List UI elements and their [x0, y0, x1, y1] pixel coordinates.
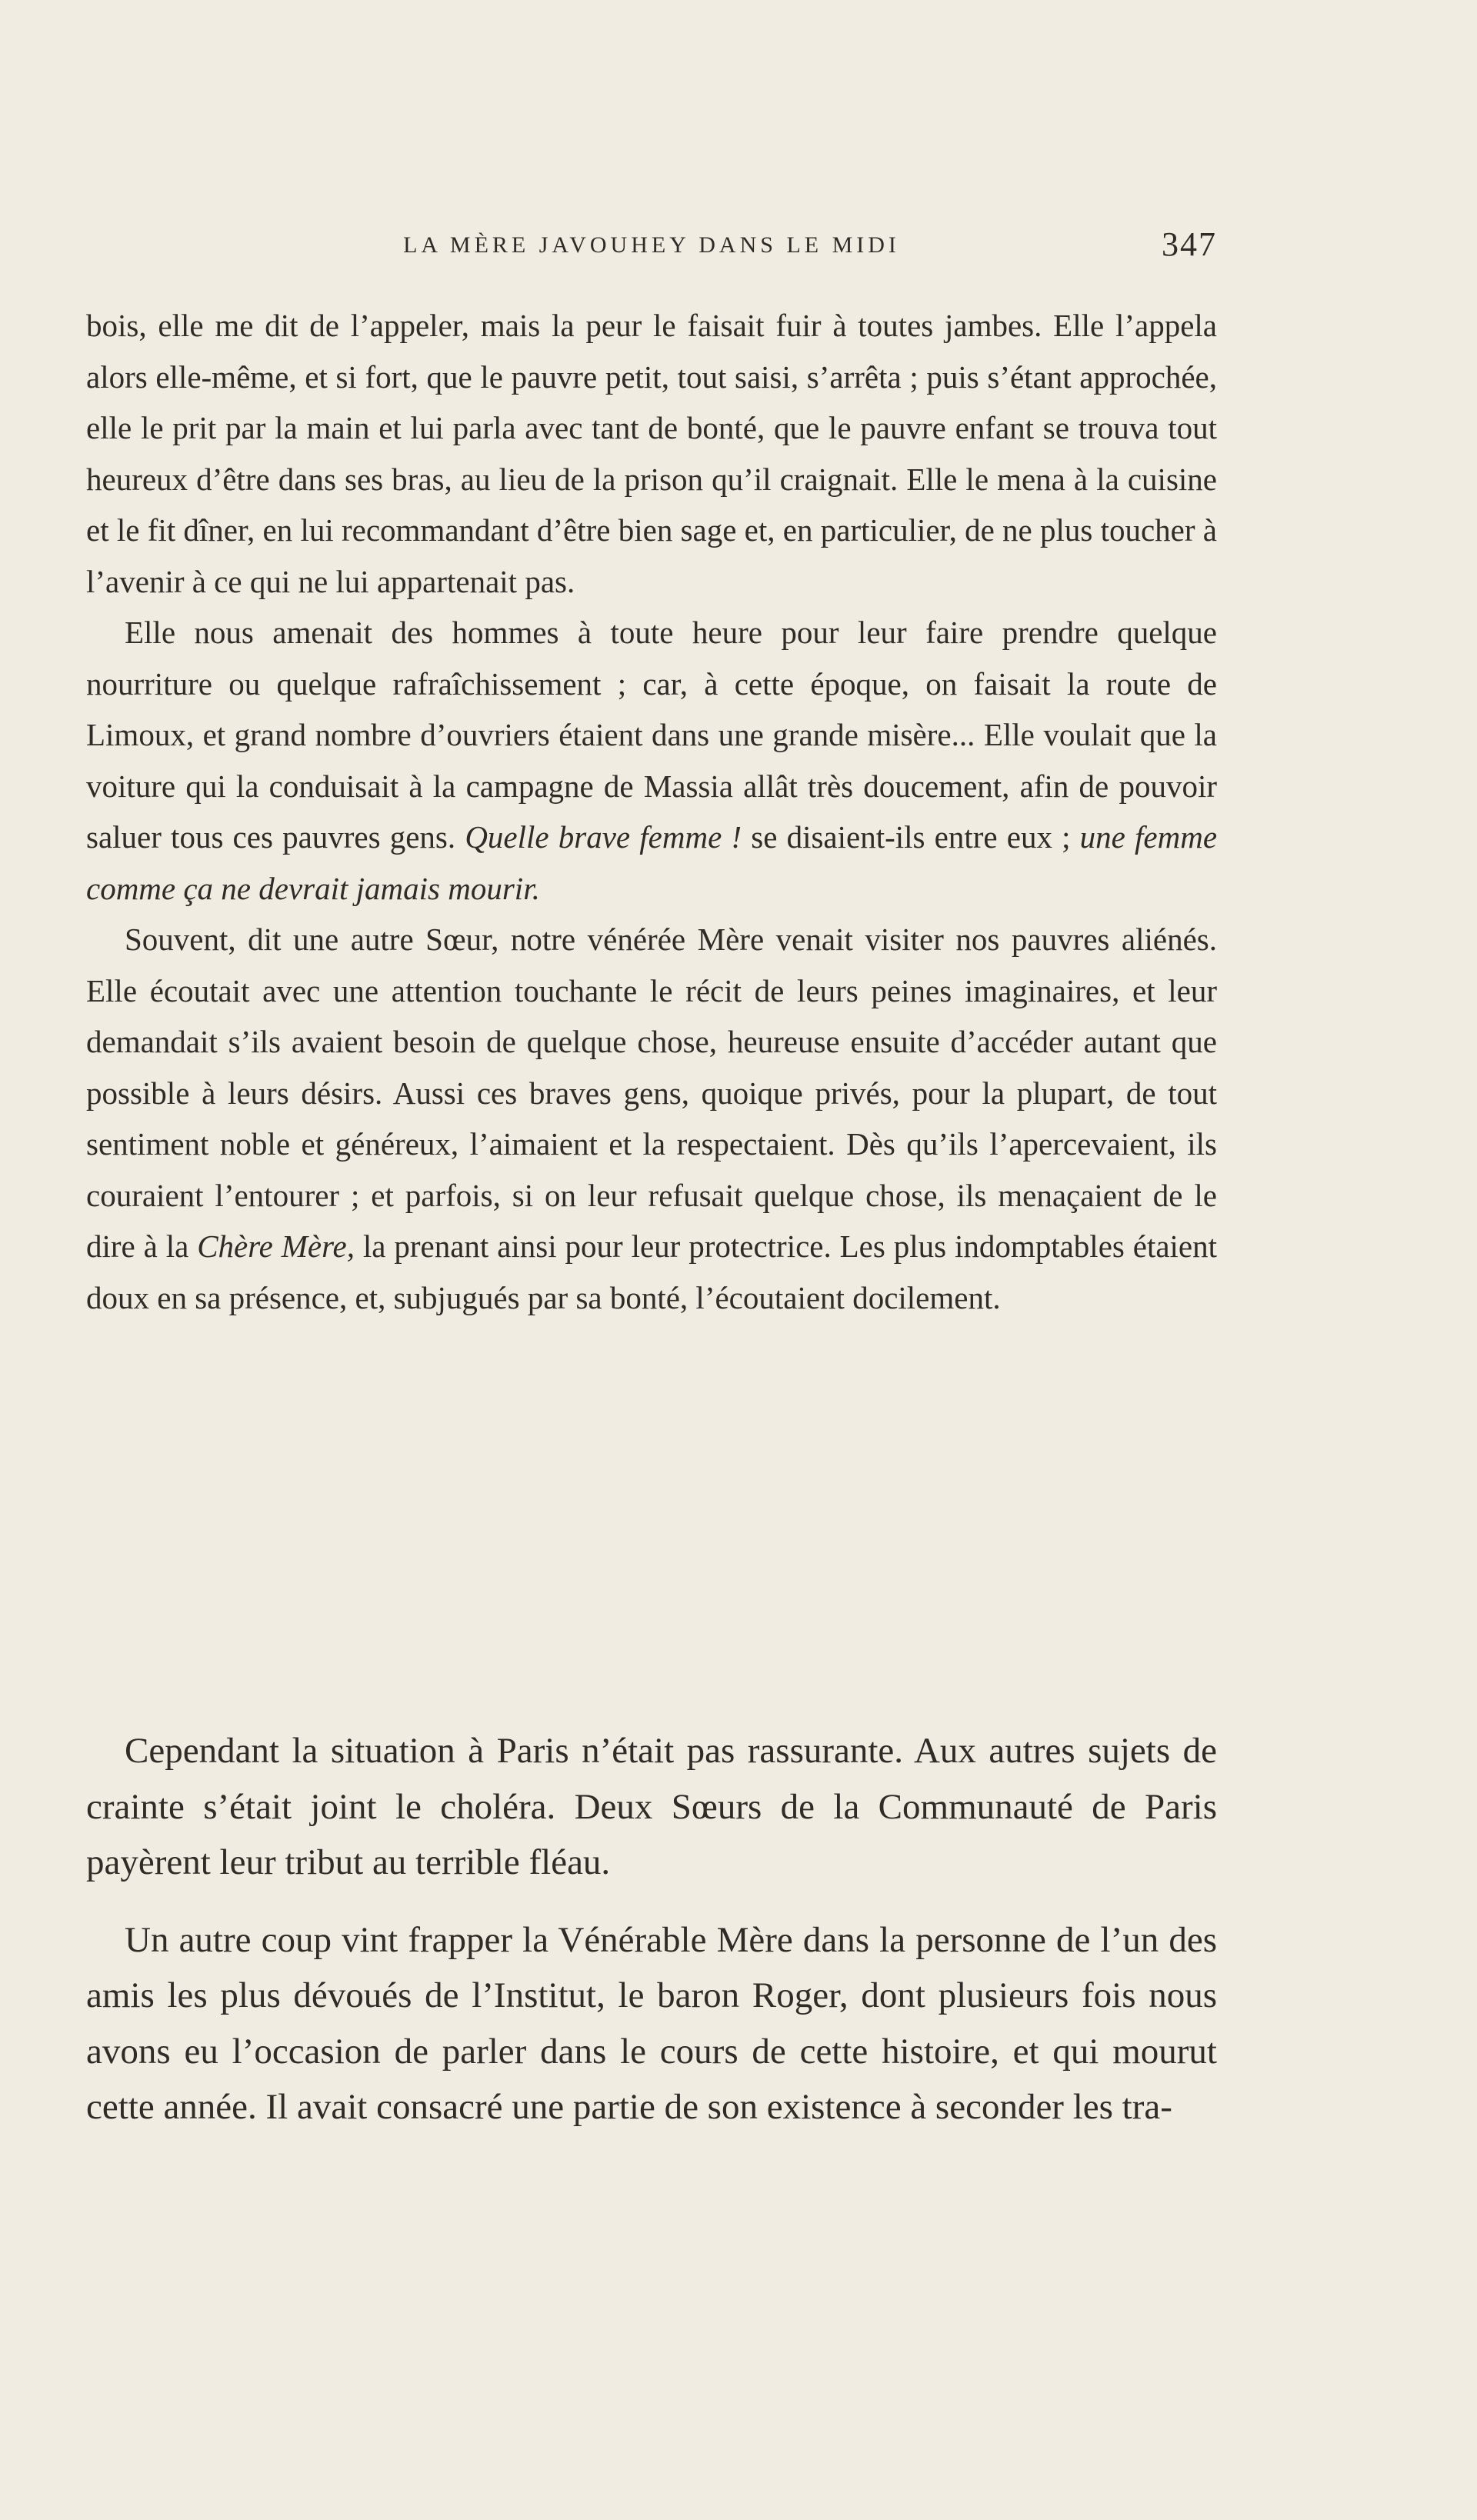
italic-quote: Chère Mère, — [197, 1228, 355, 1264]
running-title: LA MÈRE JAVOUHEY DANS LE MIDI — [403, 232, 900, 258]
text-run: Elle nous amenait des hommes à toute heure pour leur faire prendre quelque nourriture ou quelque rafraîchissement ; car, à cette époque, on faisait la route de Limoux, et grand nombre d’ouvriers étaient dans une grande misère... Elle voulait que la voiture qui la conduisait à la campagne de Massia allât très doucement, afin de pouvoir saluer tous ces pauvres gens. — [86, 615, 1217, 855]
text-run: se disaient-ils entre eux ; — [751, 819, 1071, 855]
paragraph: Un autre coup vint frapper la Vénérable Mère dans la personne de l’un des amis les plus dévoués de l’Institut, le baron Roger, dont plusieurs fois nous avons eu l’occasion de parler dans le cours de cette histoire, et qui mourut cette année. Il avait consacré une partie de son existence à seconder les tra- — [86, 1919, 1217, 2127]
quoted-testimony-section — [86, 300, 1217, 1323]
paragraph: bois, elle me dit de l’appeler, mais la peur le faisait fuir à toutes jambes. Elle l’appela alors elle-même, et si fort, que le pauvre petit, tout saisi, s’arrêta ; puis s’étant approchée, elle le prit par la main et lui parla avec tant de bonté, que le pauvre enfant se trouva tout heureux d’être dans ses bras, au lieu de la prison qu’il craignait. Elle le mena à la cuisine et le fit dîner, en lui recommandant d’être bien sage et, en particulier, de ne plus toucher à l’avenir à ce qui ne lui appartenait pas. — [86, 308, 1217, 599]
paragraph — [86, 914, 1217, 1323]
page-header — [86, 225, 1217, 271]
paragraph: Cependant la situation à Paris n’était pas rassurante. Aux autres sujets de crainte s’était joint le choléra. Deux Sœurs de la Communauté de Paris payèrent leur tribut au terrible fléau. — [86, 1731, 1217, 1882]
italic-quote: une femme comme ça ne devrait jamais mourir. — [86, 819, 1218, 906]
text-run: la prenant ainsi pour leur protectrice. Les plus indomptables étaient doux en sa présence, et, subjugués par sa bonté, l’écoutaient docilement. — [86, 1228, 1218, 1315]
text-run: Souvent, dit une autre Sœur, notre vénérée Mère venait visiter nos pauvres aliénés. Elle écoutait avec une attention touchante le récit de leurs peines imaginaires, et leur demandait s’ils avaient besoin de quelque chose, heureuse ensuite d’accéder autant que possible à leurs désirs. Aussi ces braves gens, quoique privés, pour la plupart, de tout sentiment noble et généreux, l’aimaient et la respectaient. Dès qu’ils l’apercevaient, ils couraient l’entourer ; et parfois, si on leur refusait quelque chose, ils menaçaient de le dire à la — [86, 922, 1217, 1264]
page-number: 347 — [1162, 225, 1217, 263]
narrative-section — [86, 1723, 1217, 2135]
italic-quote: Quelle brave femme ! — [465, 819, 742, 855]
paragraph — [86, 607, 1217, 914]
